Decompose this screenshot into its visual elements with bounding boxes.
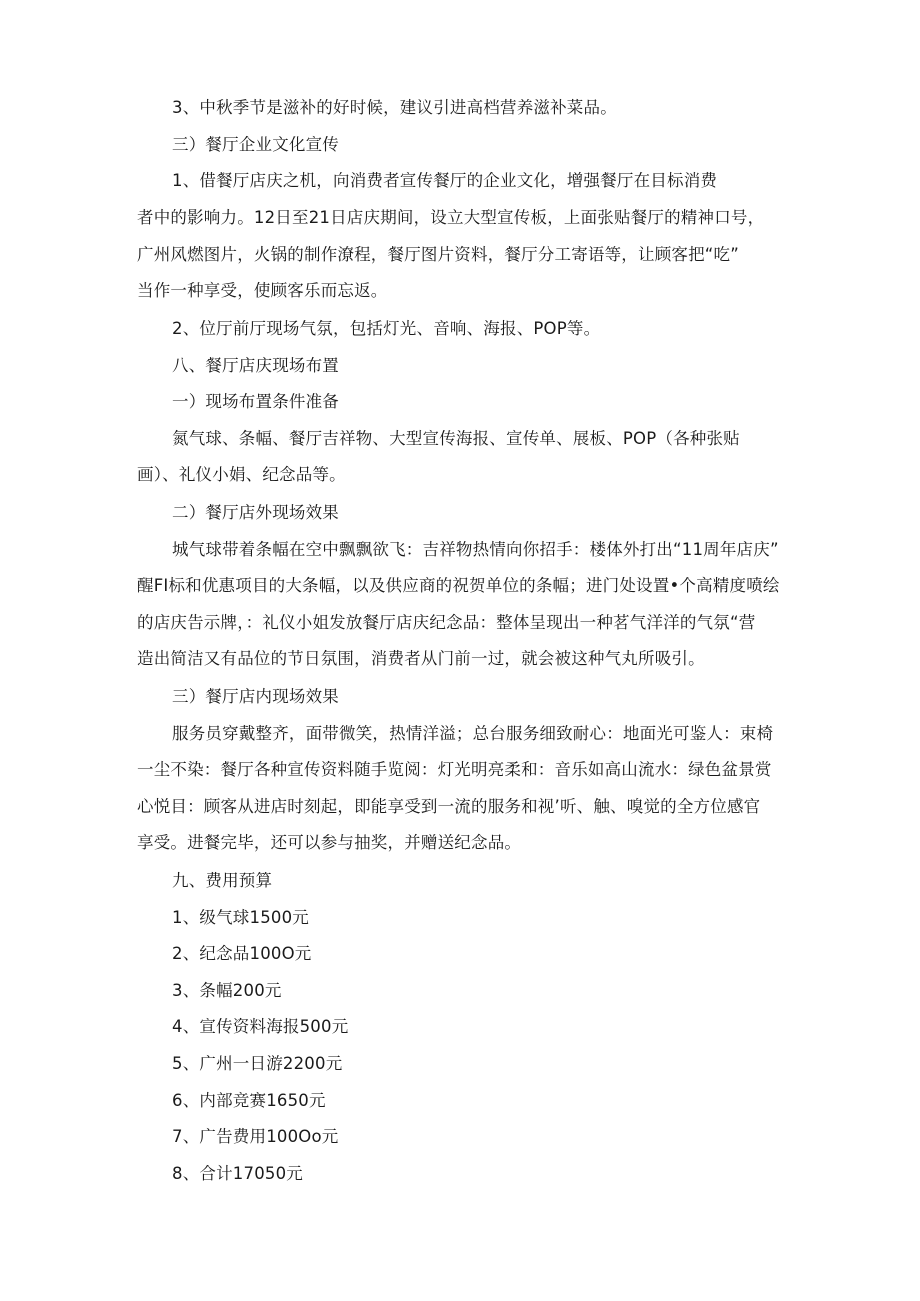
text-line: 7、广告费用100Oo元 bbox=[172, 1127, 339, 1146]
text-line: 心悦目：顾客从进店时刻起，即能享受到一流的服务和视’听、触、嗅觉的全方位感官 bbox=[137, 797, 761, 816]
text-line: 享受。进餐完毕，还可以参与抽奖，并赠送纪念品。 bbox=[137, 833, 522, 852]
text-line: 者中的影响力。12日至21日店庆期间，设立大型宣传板，上面张贴餐厅的精神口号， bbox=[137, 208, 765, 227]
text-line: 三）餐厅店内现场效果 bbox=[172, 687, 339, 706]
text-line: 1、借餐厅店庆之机，向消费者宣传餐厅的企业文化，增强餐厅在目标消费 bbox=[172, 171, 718, 190]
text-line: 八、餐厅店庆现场布置 bbox=[172, 356, 339, 375]
text-line: 二）餐厅店外现场效果 bbox=[172, 503, 339, 522]
text-line: 服务员穿戴整齐，面带微笑，热情洋溢；总台服务细致耐心：地面光可鉴人：束椅 bbox=[172, 724, 774, 743]
text-line: 氮气球、条幅、餐厅吉祥物、大型宣传海报、宣传单、展板、POP（各种张贴 bbox=[172, 429, 740, 448]
text-line: 造出简洁又有品位的节日氛围，消费者从门前一过，就会被这种气丸所吸引。 bbox=[137, 649, 705, 668]
text-line: 当作一种享受，使顾客乐而忘返。 bbox=[137, 281, 388, 300]
text-line: 醒FI标和优惠项目的大条幅，以及供应商的祝贺单位的条幅；进门处设置•个高精度喷绘 bbox=[137, 576, 780, 595]
text-line: 的店庆告示牌，：礼仪小姐发放餐厅店庆纪念品：整体呈现出一种茗气洋洋的气氛“营 bbox=[137, 613, 756, 632]
text-line: 画）、礼仪小娟、纪念品等。 bbox=[137, 465, 346, 484]
text-line: 广州风燃图片，火锅的制作潦程，餐厅图片资料，餐厅分工寄语等，让顾客把“吃” bbox=[137, 245, 739, 264]
text-line: 一尘不染：餐厅各种宣传资料随手览阅：灯光明亮柔和：音乐如高山流水：绿色盆景赏 bbox=[137, 760, 772, 779]
text-line: 九、费用预算 bbox=[172, 871, 273, 890]
text-line: 2、位厅前厅现场气氛，包括灯光、音响、海报、POP等。 bbox=[172, 319, 601, 338]
text-line: 6、内部竞赛1650元 bbox=[172, 1091, 326, 1110]
text-line: 3、中秋季节是滋补的好时候，建议引进高档营养滋补菜品。 bbox=[172, 98, 617, 117]
text-line: 4、宣传资料海报500元 bbox=[172, 1017, 349, 1036]
text-line: 一）现场布置条件准备 bbox=[172, 392, 339, 411]
text-line: 三）餐厅企业文化宣传 bbox=[172, 135, 339, 154]
text-line: 2、纪念品100O元 bbox=[172, 944, 312, 963]
text-line: 8、合计17050元 bbox=[172, 1164, 303, 1183]
text-line: 5、广州一日游2200元 bbox=[172, 1054, 343, 1073]
text-line: 3、条幅200元 bbox=[172, 981, 282, 1000]
text-line: 1、级气球1500元 bbox=[172, 908, 309, 927]
text-line: 城气球带着条幅在空中飘飘欲飞：吉祥物热情向你招手：楼体外打出“11周年店庆” bbox=[172, 540, 779, 559]
